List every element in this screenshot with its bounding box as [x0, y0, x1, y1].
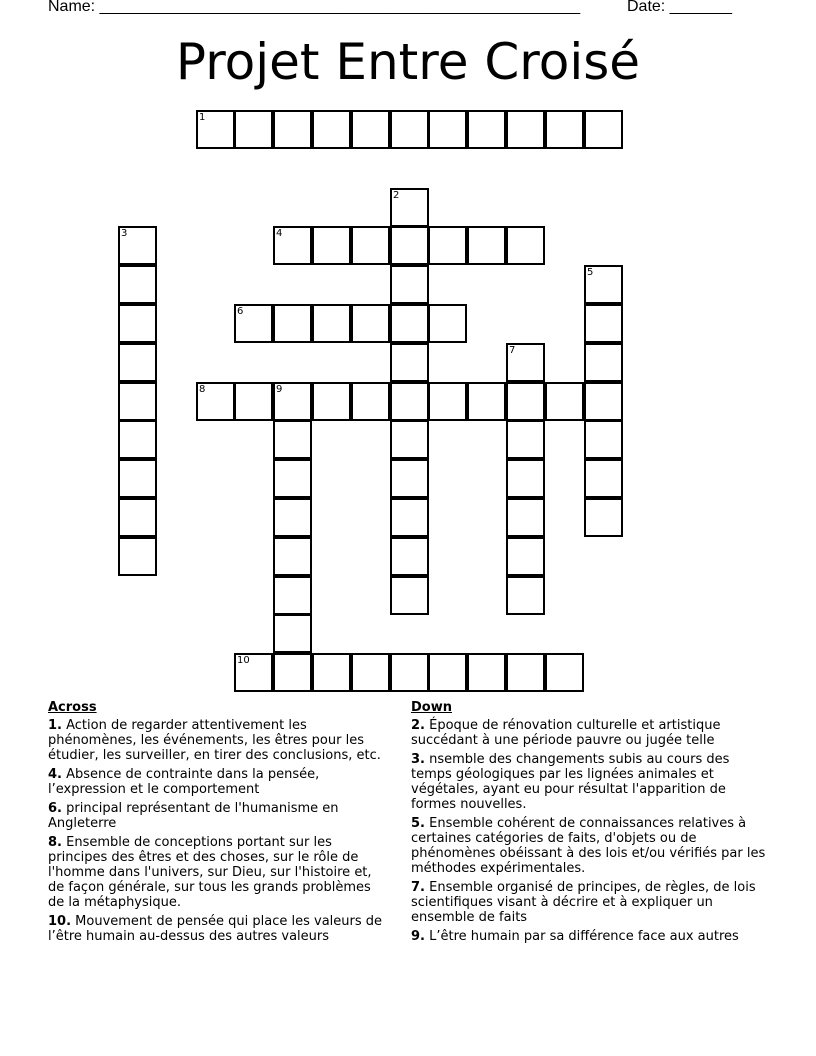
clue-number: 5.	[411, 816, 425, 831]
grid-cell[interactable]	[428, 304, 467, 343]
grid-cell[interactable]	[390, 420, 429, 459]
grid-cell[interactable]	[506, 537, 545, 576]
down-clue	[411, 752, 771, 812]
grid-cell[interactable]	[118, 420, 157, 459]
grid-cell[interactable]	[467, 382, 506, 421]
across-clue	[48, 835, 388, 910]
clue-number: 8.	[48, 835, 62, 850]
clue-text: Époque de rénovation culturelle et artistique succédant à une période pauvre ou jugée telle	[411, 718, 721, 748]
grid-cell[interactable]	[234, 653, 273, 692]
down-clue	[411, 718, 771, 748]
grid-cell[interactable]	[584, 459, 623, 498]
across-clue	[48, 914, 388, 944]
clue-text: Ensemble de conceptions portant sur les principes des êtres et des choses, sur le rôle de l'homme dans l'univers, sur Dieu, sur l'histoire et, de façon générale, sur tous les grands problèmes de la métaphysique.	[48, 835, 372, 910]
grid-cell[interactable]	[545, 110, 584, 149]
grid-cell[interactable]	[273, 537, 312, 576]
grid-cell[interactable]	[428, 226, 467, 265]
across-clue	[48, 801, 388, 831]
grid-cell[interactable]	[506, 459, 545, 498]
grid-cell[interactable]	[351, 653, 390, 692]
clue-number: 3.	[411, 752, 425, 767]
clue-number: 1.	[48, 718, 62, 733]
date-line: Date: _______	[627, 0, 732, 15]
grid-cell[interactable]	[118, 382, 157, 421]
grid-cell[interactable]	[390, 459, 429, 498]
grid-cell[interactable]	[390, 653, 429, 692]
grid-cell[interactable]	[351, 382, 390, 421]
down-clue	[411, 816, 771, 876]
grid-cell[interactable]	[506, 226, 545, 265]
grid-cell[interactable]	[390, 576, 429, 615]
down-clue	[411, 880, 771, 925]
down-clue	[411, 929, 771, 944]
grid-cell[interactable]	[196, 382, 235, 421]
grid-cell[interactable]	[273, 382, 312, 421]
clue-text: Ensemble organisé de principes, de règles, de lois scientifiques visant à décrire et à expliquer un ensemble de faits	[411, 880, 756, 925]
grid-cell[interactable]	[584, 304, 623, 343]
grid-cell[interactable]	[351, 304, 390, 343]
grid-cell[interactable]	[390, 188, 429, 227]
grid-cell[interactable]	[390, 304, 429, 343]
grid-cell[interactable]	[273, 226, 312, 265]
grid-cell[interactable]	[118, 304, 157, 343]
name-line: Name: ______________________________________________________	[48, 0, 581, 15]
grid-cell[interactable]	[312, 304, 351, 343]
clue-number-label: 3	[121, 228, 128, 239]
clue-number-label: 1	[199, 112, 206, 123]
grid-cell[interactable]	[312, 110, 351, 149]
clue-number-label: 4	[276, 228, 283, 239]
clue-text: Mouvement de pensée qui place les valeurs de l’être humain au-dessus des autres valeurs	[48, 914, 383, 944]
clue-text: nsemble des changements subis au cours des temps géologiques par les lignées animales et végétales, ayant eu pour résultat l'apparition de formes nouvelles.	[411, 752, 730, 812]
grid-cell[interactable]	[467, 226, 506, 265]
clue-number: 7.	[411, 880, 425, 895]
clue-text: Action de regarder attentivement les phénomènes, les événements, les êtres pour les étudier, les surveiller, en tirer des conclusions, etc.	[48, 718, 381, 763]
grid-cell[interactable]	[118, 537, 157, 576]
clue-text: Ensemble cohérent de connaissances relatives à certaines catégories de faits, d'objets ou de phénomènes obéissant à des lois et/ou vérifiés par les méthodes expérimentales.	[411, 816, 766, 876]
grid-cell[interactable]	[584, 343, 623, 382]
grid-cell[interactable]	[584, 498, 623, 537]
across-clues	[48, 700, 388, 948]
grid-cell[interactable]	[273, 614, 312, 653]
grid-cell[interactable]	[390, 110, 429, 149]
clue-text: L’être humain par sa différence face aux autres	[424, 929, 739, 944]
grid-cell[interactable]	[506, 576, 545, 615]
grid-cell[interactable]	[118, 459, 157, 498]
grid-cell[interactable]	[506, 420, 545, 459]
grid-cell[interactable]	[584, 265, 623, 304]
grid-cell[interactable]	[390, 382, 429, 421]
grid-cell[interactable]	[351, 226, 390, 265]
grid-cell[interactable]	[428, 382, 467, 421]
grid-cell[interactable]	[506, 498, 545, 537]
clue-number: 9.	[411, 929, 425, 944]
grid-cell[interactable]	[428, 110, 467, 149]
grid-cell[interactable]	[506, 343, 545, 382]
clue-text: Absence de contrainte dans la pensée, l’expression et le comportement	[48, 767, 320, 797]
grid-cell[interactable]	[234, 304, 273, 343]
grid-cell[interactable]	[506, 382, 545, 421]
clue-number-label: 5	[587, 267, 594, 278]
clue-number-label: 6	[237, 306, 244, 317]
down-heading: Down	[411, 700, 452, 715]
grid-cell[interactable]	[273, 576, 312, 615]
across-heading: Across	[48, 700, 97, 715]
grid-cell[interactable]	[273, 653, 312, 692]
clue-number: 2.	[411, 718, 425, 733]
down-clues	[411, 700, 771, 948]
grid-cell[interactable]	[273, 110, 312, 149]
grid-cell[interactable]	[390, 226, 429, 265]
grid-cell[interactable]	[118, 265, 157, 304]
grid-cell[interactable]	[273, 459, 312, 498]
across-clue	[48, 718, 388, 763]
grid-cell[interactable]	[312, 653, 351, 692]
grid-cell[interactable]	[273, 498, 312, 537]
grid-cell[interactable]	[118, 226, 157, 265]
across-clue	[48, 767, 388, 797]
grid-cell[interactable]	[390, 265, 429, 304]
clue-number: 4.	[48, 767, 62, 782]
clue-number-label: 8	[199, 384, 206, 395]
clue-number: 6.	[48, 801, 62, 816]
grid-cell[interactable]	[584, 382, 623, 421]
grid-cell[interactable]	[312, 226, 351, 265]
grid-cell[interactable]	[234, 382, 273, 421]
grid-cell[interactable]	[467, 110, 506, 149]
clue-number-label: 2	[393, 190, 400, 201]
grid-cell[interactable]	[390, 343, 429, 382]
grid-cell[interactable]	[196, 110, 235, 149]
grid-cell[interactable]	[428, 653, 467, 692]
grid-cell[interactable]	[506, 653, 545, 692]
grid-cell[interactable]	[118, 498, 157, 537]
grid-cell[interactable]	[467, 653, 506, 692]
clue-text: principal représentant de l'humanisme en Angleterre	[48, 801, 339, 831]
grid-cell[interactable]	[351, 110, 390, 149]
clue-number: 10.	[48, 914, 72, 929]
grid-cell[interactable]	[584, 420, 623, 459]
grid-cell[interactable]	[273, 304, 312, 343]
grid-cell[interactable]	[234, 110, 273, 149]
grid-cell[interactable]	[118, 343, 157, 382]
grid-cell[interactable]	[390, 537, 429, 576]
clue-number-label: 7	[509, 345, 516, 356]
grid-cell[interactable]	[584, 110, 623, 149]
clue-number-label: 9	[276, 384, 283, 395]
grid-cell[interactable]	[545, 382, 584, 421]
grid-cell[interactable]	[390, 498, 429, 537]
grid-cell[interactable]	[273, 420, 312, 459]
grid-cell[interactable]	[506, 110, 545, 149]
puzzle-title: Projet Entre Croisé	[175, 33, 641, 91]
grid-cell[interactable]	[545, 653, 584, 692]
grid-cell[interactable]	[312, 382, 351, 421]
clue-number-label: 10	[237, 655, 250, 666]
